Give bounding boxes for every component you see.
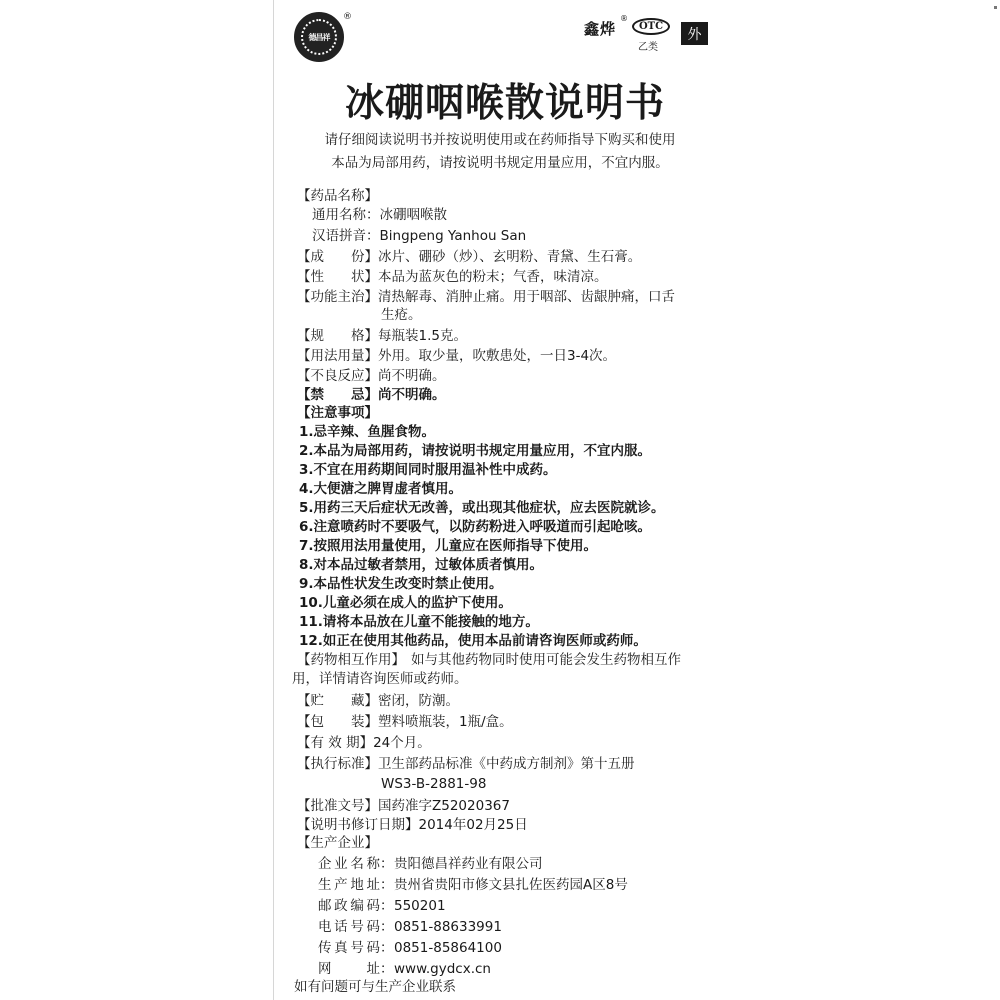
producer-value: 550201: [394, 898, 446, 914]
note-item: 1.忌辛辣、鱼腥食物。: [299, 424, 436, 440]
producer-postcode: 邮政编码：550201: [318, 898, 446, 914]
properties-label: 【性 状】: [297, 269, 378, 285]
section-drug-name-label: 【药品名称】: [297, 188, 378, 204]
pinyin-name: 汉语拼音：Bingpeng Yanhou San: [312, 228, 527, 244]
section-storage: [297, 692, 459, 710]
subtitle-line-2: 本品为局部用药，请按说明书规定用量应用，不宜内服。: [331, 155, 669, 171]
section-spec: [297, 327, 467, 345]
note-item: 10.儿童必须在成人的监护下使用。: [299, 595, 512, 611]
document-title: 冰硼咽喉散说明书: [344, 81, 665, 126]
section-ingredients: [297, 248, 641, 266]
indications-value-cont: 生疮。: [381, 307, 422, 323]
revision-label: 【说明书修订日期】: [297, 817, 419, 833]
section-properties: [297, 268, 608, 286]
standard-value: 卫生部药品标准《中药成方制剂》第十五册: [378, 756, 635, 772]
adverse-label: 【不良反应】: [297, 368, 378, 384]
section-validity: [297, 734, 431, 752]
section-indications: [297, 288, 675, 306]
standard-label: 【执行标准】: [297, 756, 378, 772]
external-use-badge: 外: [681, 22, 708, 45]
scan-speck: [994, 6, 997, 9]
interaction-value: 如与其他药物同时使用可能会发生药物相互作: [411, 652, 681, 668]
otc-class-label: 乙类: [638, 42, 658, 53]
package-value: 塑料喷瓶装，1瓶/盒。: [378, 714, 513, 730]
section-package: [297, 713, 513, 731]
producer-website: 网 址：www.gydcx.cn: [318, 961, 491, 977]
spec-value: 每瓶装1.5克。: [378, 328, 467, 344]
note-item: 5.用药三天后症状无改善，或出现其他症状，应去医院就诊。: [299, 500, 665, 516]
producer-key: 企业名称: [318, 856, 380, 872]
revision-value: 2014年02月25日: [418, 817, 528, 833]
section-producer-label: 【生产企业】: [297, 835, 378, 851]
producer-key: 邮政编码: [318, 898, 380, 914]
package-label: 【包 装】: [297, 714, 378, 730]
usage-label: 【用法用量】: [297, 348, 378, 364]
section-notes-label: 【注意事项】: [297, 405, 378, 421]
storage-value: 密闭，防潮。: [378, 693, 459, 709]
note-item: 7.按照用法用量使用，儿童应在医师指导下使用。: [299, 538, 598, 554]
producer-value: 贵州省贵阳市修文县扎佐医药园A区8号: [394, 877, 628, 893]
section-interaction: [297, 651, 681, 669]
ingredients-value: 冰片、硼砂（炒）、玄明粉、青黛、生石膏。: [378, 249, 642, 265]
producer-value: 0851-88633991: [394, 919, 502, 935]
adverse-value: 尚不明确。: [378, 368, 446, 384]
note-item: 8.对本品过敏者禁用，过敏体质者慎用。: [299, 557, 544, 573]
note-item: 12.如正在使用其他药品，使用本品前请咨询医师或药师。: [299, 633, 647, 649]
producer-value: 贵阳德昌祥药业有限公司: [394, 856, 543, 872]
note-item: 6.注意喷药时不要吸气，以防药粉进入呼吸道而引起呛咳。: [299, 519, 652, 535]
standard-code: WS3-B-2881-98: [381, 776, 487, 792]
interaction-label: 【药物相互作用】: [297, 652, 405, 668]
footer-contact-note: 如有问题可与生产企业联系: [294, 979, 456, 995]
indications-value: 清热解毒、消肿止痛。用于咽部、齿龈肿痛，口舌: [378, 289, 675, 305]
subtitle-line-1: 请仔细阅读说明书并按说明使用或在药师指导下购买和使用: [324, 132, 676, 148]
common-name: 通用名称：冰硼咽喉散: [312, 207, 447, 223]
contra-label: 【禁 忌】: [297, 387, 378, 403]
section-adverse: [297, 367, 446, 385]
note-item: 11.请将本品放在儿童不能接触的地方。: [299, 614, 539, 630]
producer-key: 传真号码: [318, 940, 380, 956]
producer-key: 生产地址: [318, 877, 380, 893]
logo-registered-mark: ®: [343, 12, 352, 22]
interaction-value-cont: 用，详情请咨询医师或药师。: [292, 671, 468, 687]
otc-badge: OTC: [632, 18, 670, 35]
ingredients-label: 【成 份】: [297, 249, 378, 265]
storage-label: 【贮 藏】: [297, 693, 378, 709]
indications-label: 【功能主治】: [297, 289, 378, 305]
note-item: 2.本品为局部用药，请按说明书规定用量应用，不宜内服。: [299, 443, 652, 459]
producer-value: 0851-85864100: [394, 940, 502, 956]
section-standard: [297, 755, 635, 773]
properties-value: 本品为蓝灰色的粉末；气香，味清凉。: [378, 269, 608, 285]
validity-value: 24个月。: [373, 735, 431, 751]
brand-name: 鑫烨: [584, 20, 617, 38]
producer-company: 企业名称：贵阳德昌祥药业有限公司: [318, 856, 543, 872]
producer-value: www.gydcx.cn: [394, 961, 491, 977]
brand-registered-mark: ®: [620, 14, 628, 23]
contra-value: 尚不明确。: [378, 387, 446, 403]
section-revision: [297, 816, 528, 834]
company-logo-icon: 德昌祥: [294, 12, 344, 62]
approval-value: 国药准字Z52020367: [378, 798, 510, 814]
producer-key: 电话号码: [318, 919, 380, 935]
approval-label: 【批准文号】: [297, 798, 378, 814]
note-item: 3.不宜在用药期间同时服用温补性中成药。: [299, 462, 557, 478]
section-usage: [297, 347, 616, 365]
producer-address: 生产地址：贵州省贵阳市修文县扎佐医药园A区8号: [318, 877, 628, 893]
spec-label: 【规 格】: [297, 328, 378, 344]
sheet-edge-line: [273, 0, 274, 1000]
note-item: 4.大便溏之脾胃虚者慎用。: [299, 481, 463, 497]
section-approval: [297, 797, 510, 815]
validity-label: 【有 效 期】: [297, 735, 374, 751]
section-contraindications: [297, 386, 446, 404]
producer-fax: 传真号码：0851-85864100: [318, 940, 502, 956]
usage-value: 外用。取少量，吹敷患处，一日3-4次。: [378, 348, 617, 364]
producer-phone: 电话号码：0851-88633991: [318, 919, 502, 935]
note-item: 9.本品性状发生改变时禁止使用。: [299, 576, 503, 592]
producer-key: 网 址: [318, 961, 380, 977]
